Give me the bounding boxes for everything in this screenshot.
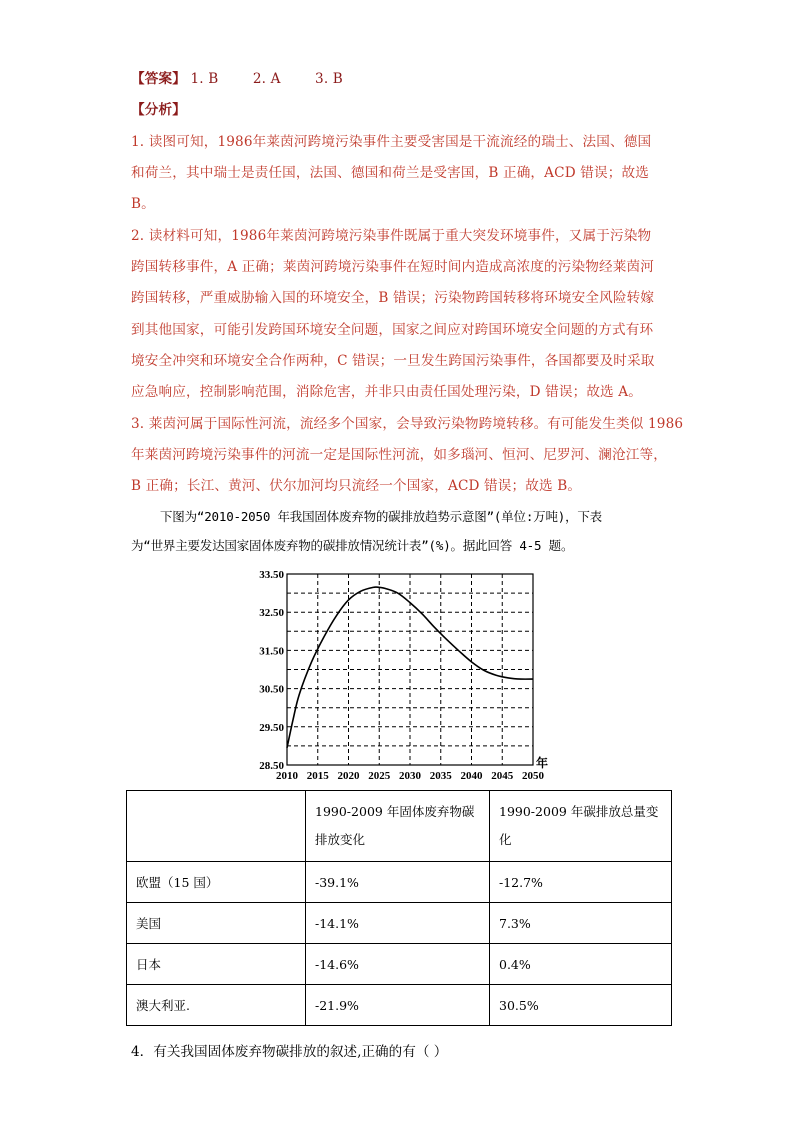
x-axis-label: 年 — [536, 756, 549, 770]
table-cell-country: 美国 — [127, 903, 306, 944]
table-cell-value: -12.7% — [490, 862, 672, 903]
table-row — [127, 903, 672, 944]
y-tick-label: 30.50 — [259, 683, 284, 696]
table-header-row — [127, 791, 672, 862]
analysis-label: 【分析】 — [131, 102, 186, 118]
table-cell-value: -21.9% — [306, 985, 490, 1026]
table-row — [127, 944, 672, 985]
table-header-cell — [490, 791, 672, 862]
y-tick-label: 28.50 — [259, 760, 284, 772]
table-cell-value: 7.3% — [490, 903, 672, 944]
table-cell-value: -14.6% — [306, 944, 490, 985]
answer-line — [131, 67, 343, 87]
x-tick-label: 2020 — [337, 770, 360, 782]
chart-ticks — [259, 569, 548, 782]
answer-item-3: 3. B — [315, 71, 343, 87]
x-tick-label: 2030 — [399, 770, 421, 782]
question-4: 4．有关我国固体废弃物碳排放的叙述,正确的有（ ） — [131, 1044, 448, 1060]
analysis-line-10: 3. 莱茵河属于国际性河流，流经多个国家，会导致污染物跨境转移。有可能发生类似 1986 — [131, 416, 684, 432]
table-row — [127, 985, 672, 1026]
intro-line-1: 下图为“2010-2050 年我国固体废弃物的碳排放趋势示意图”(单位:万吨)，下表 — [160, 509, 602, 524]
analysis-line-5: 跨国转移事件，A 正确；莱茵河跨境污染事件在短时间内造成高浓度的污染物经莱茵河 — [131, 259, 654, 275]
analysis-line-1: 1. 读图可知，1986年莱茵河跨境污染事件主要受害国是干流流经的瑞士、法国、德国 — [131, 134, 652, 150]
analysis-line-11: 年莱茵河跨境污染事件的河流一定是国际性河流，如多瑙河、恒河、尼罗河、澜沧江等， — [131, 447, 668, 463]
x-tick-label: 2025 — [368, 770, 391, 782]
answer-item-1: 1. B — [190, 71, 219, 87]
x-tick-label: 2035 — [429, 770, 452, 782]
analysis-line-6: 跨国转移，严重威胁输入国的环境安全，B 错误；污染物跨国转移将环境安全风险转嫁 — [131, 290, 655, 306]
analysis-line-3: B。 — [131, 196, 155, 212]
y-tick-label: 32.50 — [259, 607, 284, 620]
x-tick-label: 2015 — [306, 770, 329, 782]
table-header-cell — [127, 791, 306, 862]
analysis-line-9: 应急响应，控制影响范围，消除危害，并非只由责任国处理污染，D 错误；故选 A。 — [131, 384, 642, 400]
table-cell-country: 澳大利亚. — [127, 985, 306, 1026]
answer-label: 【答案】 — [131, 71, 186, 87]
table-cell-country: 欧盟（15 国） — [127, 862, 306, 903]
x-tick-label: 2010 — [276, 770, 298, 782]
emission-stats-table — [126, 790, 672, 1026]
intro-line-2: 为“世界主要发达国家固体废弃物的碳排放情况统计表”(%)。据此回答 4-5 题。 — [131, 538, 574, 553]
analysis-line-12: B 正确；长江、黄河、伏尔加河均只流经一个国家，ACD 错误；故选 B。 — [131, 478, 582, 494]
y-tick-label: 29.50 — [259, 721, 284, 734]
table-row — [127, 862, 672, 903]
x-tick-label: 2045 — [491, 770, 514, 782]
header-line: 排放变化 — [315, 832, 366, 847]
analysis-line-4: 2. 读材料可知，1986年莱茵河跨境污染事件既属于重大突发环境事件，又属于污染物 — [131, 228, 652, 244]
table-cell-value: 0.4% — [490, 944, 672, 985]
table-cell-value: 30.5% — [490, 985, 672, 1026]
x-tick-label: 2040 — [460, 770, 483, 782]
table-cell-value: -39.1% — [306, 862, 490, 903]
y-tick-label: 33.50 — [259, 569, 284, 581]
analysis-line-7: 到其他国家，可能引发跨国环境安全问题，国家之间应对跨国环境安全问题的方式有环 — [131, 322, 654, 338]
header-line: 化 — [499, 832, 512, 847]
analysis-line-8: 境安全冲突和环境安全合作两种，C 错误；一旦发生跨国污染事件，各国都要及时采取 — [131, 353, 655, 369]
analysis-line-2: 和荷兰，其中瑞士是责任国，法国、德国和荷兰是受害国，B 正确，ACD 错误；故选 — [131, 165, 649, 181]
x-tick-label: 2050 — [522, 770, 544, 782]
header-line: 1990-2009 年固体废弃物碳 — [315, 804, 475, 819]
table-header-cell — [306, 791, 490, 862]
table-cell-value: -14.1% — [306, 903, 490, 944]
carbon-emission-chart — [250, 565, 550, 787]
header-line: 1990-2009 年碳排放总量变 — [499, 804, 659, 819]
y-tick-label: 31.50 — [259, 645, 284, 658]
answer-item-2: 2. A — [252, 71, 281, 87]
table-cell-country: 日本 — [127, 944, 306, 985]
